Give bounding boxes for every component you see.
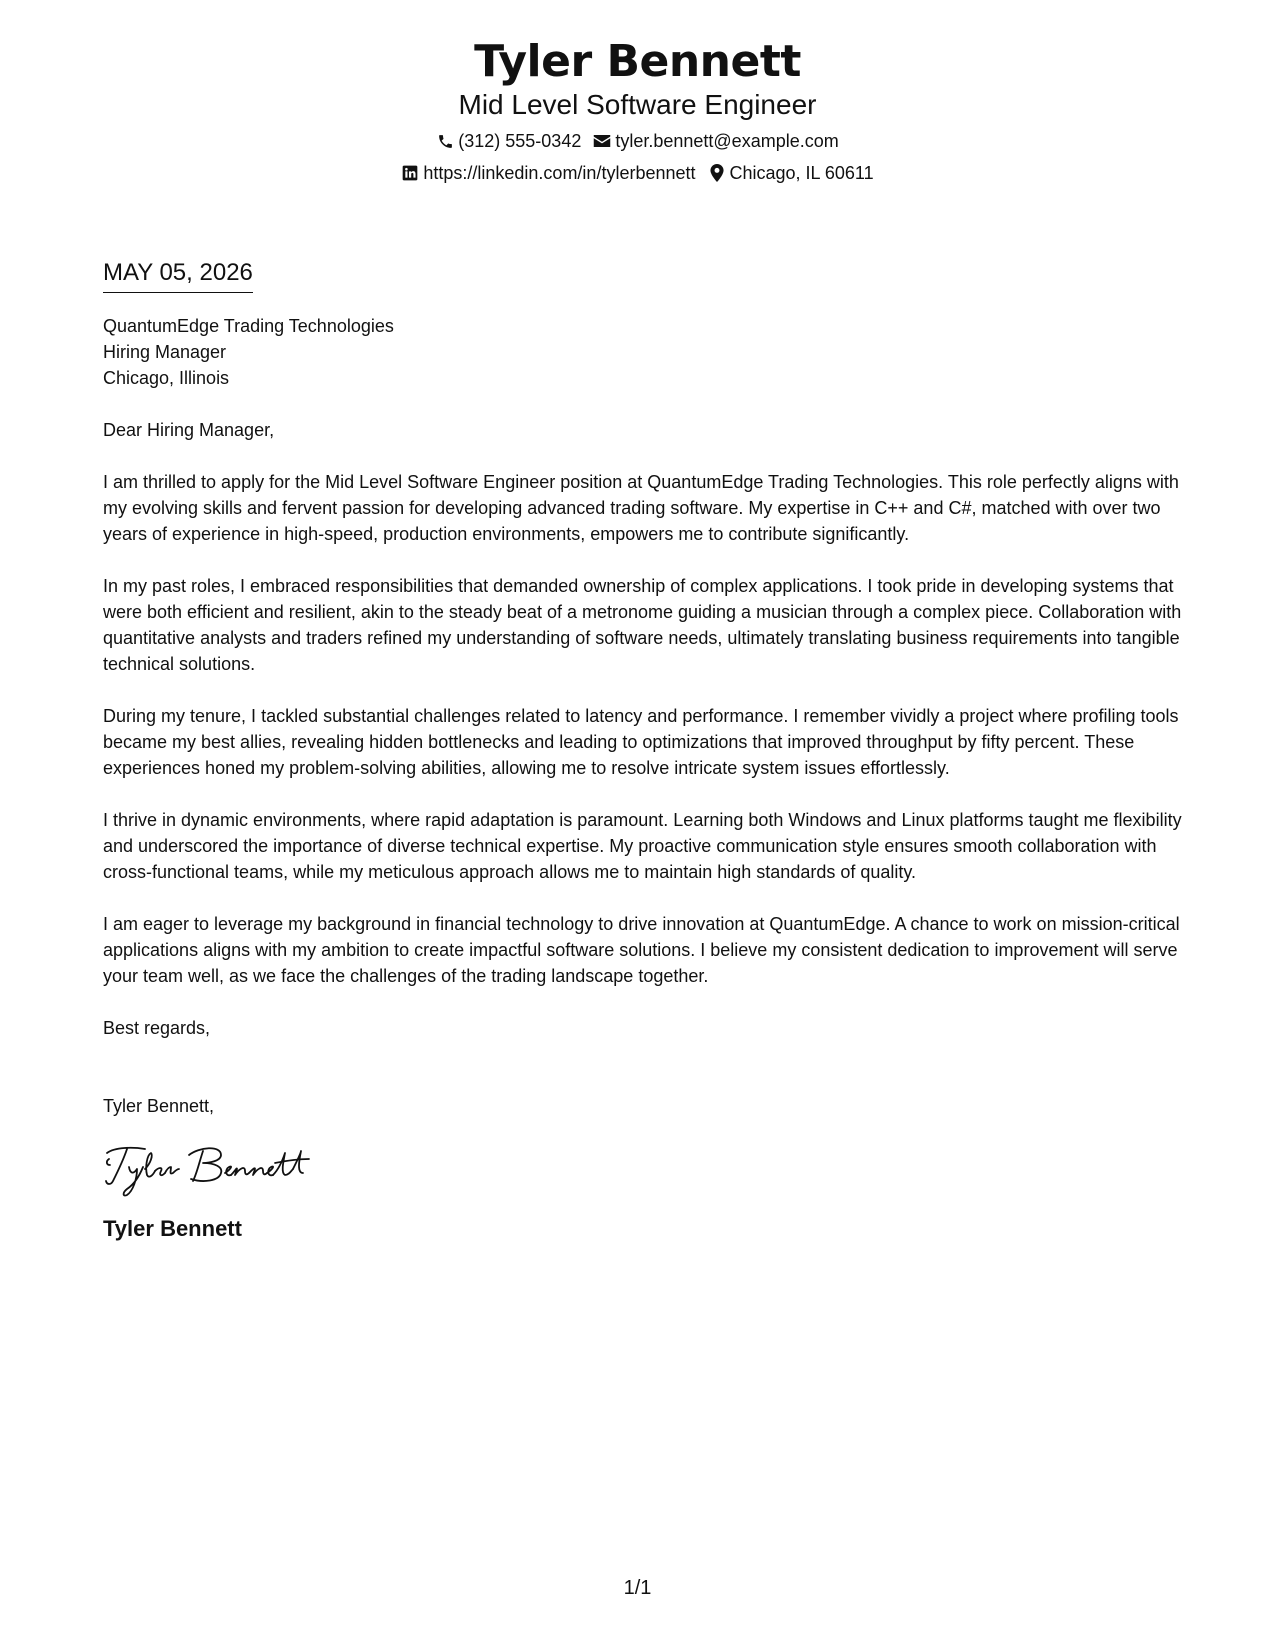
contact-row-secondary xyxy=(0,162,1275,184)
recipient-role: Hiring Manager xyxy=(103,342,227,362)
page-number: 1/1 xyxy=(623,1577,652,1599)
body-paragraph-3: During my tenure, I tackled substantial challenges related to latency and performance. I remember vividly a project where profiling tools became my best allies, revealing hidden bottlenecks and leading to optimizations that improved throughput by fifty percent. These experiences honed my problem-solving abilities, allowing me to resolve intricate system issues effortlessly. xyxy=(103,706,1179,778)
map-pin-icon xyxy=(708,164,726,182)
email-contact[interactable] xyxy=(593,130,838,152)
linkedin-contact[interactable] xyxy=(401,162,695,184)
phone-icon xyxy=(436,132,454,150)
handwritten-signature xyxy=(103,1139,1183,1201)
linkedin-url[interactable]: https://linkedin.com/in/tylerbennett xyxy=(423,163,696,183)
email-address[interactable]: tyler.bennett@example.com xyxy=(615,131,839,151)
recipient-block xyxy=(103,313,1183,391)
letter-header xyxy=(0,36,1275,184)
applicant-name: Tyler Bennett xyxy=(474,36,801,87)
body-paragraph-1: I am thrilled to apply for the Mid Level Software Engineer position at QuantumEdge Trading Technologies. This role perfectly aligns with my evolving skills and fervent passion for developing advanced trading software. My expertise in C++ and C#, matched with over two years of experience in high-speed, production environments, empowers me to contribute significantly. xyxy=(103,472,1179,544)
linkedin-icon xyxy=(401,164,419,182)
phone-contact xyxy=(436,130,581,152)
printed-name: Tyler Bennett xyxy=(103,1216,242,1241)
letter-body xyxy=(103,258,1183,1243)
letter-date: MAY 05, 2026 xyxy=(103,258,253,293)
contact-row-primary xyxy=(0,130,1275,152)
body-paragraph-4: I thrive in dynamic environments, where rapid adaptation is paramount. Learning both Windows and Linux platforms taught me flexibility and underscored the importance of diverse technical expertise. My proactive communication style ensures smooth collaboration with cross-functional teams, while my meticulous approach allows me to maintain high standards of quality. xyxy=(103,810,1182,882)
salutation: Dear Hiring Manager, xyxy=(103,420,275,440)
applicant-title: Mid Level Software Engineer xyxy=(458,89,817,120)
recipient-company: QuantumEdge Trading Technologies xyxy=(103,316,394,336)
envelope-icon xyxy=(593,132,611,150)
recipient-city: Chicago, Illinois xyxy=(103,368,230,388)
signoff-name: Tyler Bennett, xyxy=(103,1096,215,1116)
body-paragraph-2: In my past roles, I embraced responsibilities that demanded ownership of complex applications. I took pride in developing systems that were both efficient and resilient, akin to the steady beat of a metronome guiding a musician through a complex piece. Collaboration with quantitative analysts and traders refined my understanding of software needs, ultimately translating business requirements into tangible technical solutions. xyxy=(103,576,1182,674)
location-contact xyxy=(708,162,874,184)
location-text: Chicago, IL 60611 xyxy=(729,163,874,183)
phone-number: (312) 555-0342 xyxy=(458,131,582,151)
closing-line: Best regards, xyxy=(103,1018,211,1038)
body-paragraph-5: I am eager to leverage my background in financial technology to drive innovation at QuantumEdge. A chance to work on mission-critical applications aligns with my ambition to create impactful software solutions. I believe my consistent dedication to improvement will serve your team well, as we face the challenges of the trading landscape together. xyxy=(103,914,1180,986)
